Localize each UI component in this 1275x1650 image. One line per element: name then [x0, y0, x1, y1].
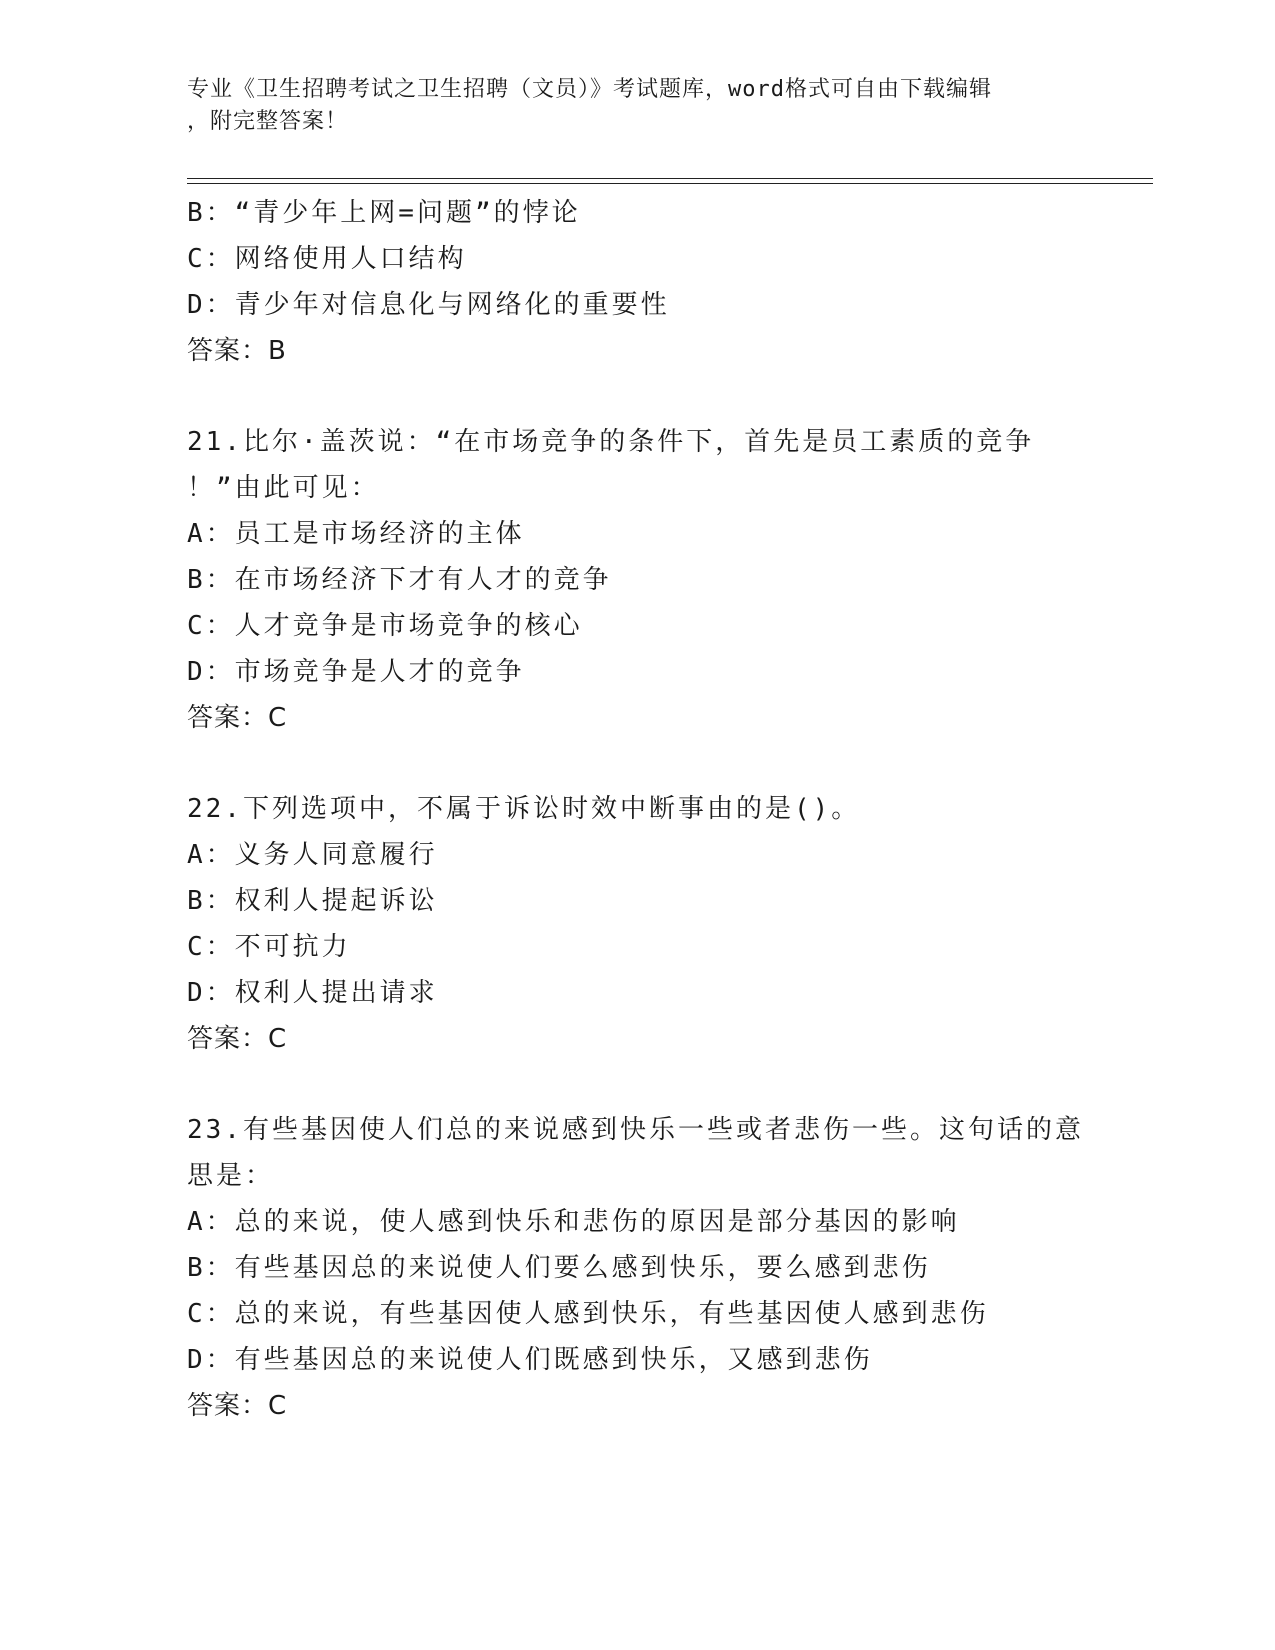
question-20 [187, 190, 1087, 374]
option-b: B：“青少年上网=问题”的悖论 [187, 198, 581, 228]
option-a: A：义务人同意履行 [187, 840, 438, 870]
spacer [187, 374, 1087, 419]
option-d: D：有些基因总的来说使人们既感到快乐，又感到悲伤 [187, 1345, 873, 1375]
option-a: A：总的来说，使人感到快乐和悲伤的原因是部分基因的影响 [187, 1207, 960, 1237]
header-divider-bottom [187, 183, 1153, 184]
option-c: C：总的来说，有些基因使人感到快乐，有些基因使人感到悲伤 [187, 1299, 989, 1329]
option-b: B：权利人提起诉讼 [187, 886, 438, 916]
option-c: C：网络使用人口结构 [187, 244, 467, 274]
question-stem: 21.比尔·盖茨说：“在市场竞争的条件下，首先是员工素质的竞争 [187, 427, 1035, 457]
option-d: D：青少年对信息化与网络化的重要性 [187, 290, 670, 320]
option-b: B：在市场经济下才有人才的竞争 [187, 565, 612, 595]
header-line-1: 专业《卫生招聘考试之卫生招聘（文员）》考试题库，word格式可自由下载编辑 [187, 77, 992, 102]
option-d: D：权利人提出请求 [187, 978, 438, 1008]
question-22 [187, 786, 1087, 1062]
document-header [187, 74, 1067, 138]
question-stem-cont: 思是： [187, 1161, 275, 1191]
spacer [187, 741, 1087, 786]
option-a: A：员工是市场经济的主体 [187, 519, 525, 549]
question-stem-cont: ！”由此可见： [187, 473, 380, 503]
header-line-2: ，附完整答案！ [187, 109, 349, 134]
answer-line: 答案：B [187, 336, 287, 366]
option-c: C：不可抗力 [187, 932, 351, 962]
spacer [187, 1062, 1087, 1107]
answer-line: 答案：C [187, 1024, 288, 1054]
question-list [187, 190, 1087, 1429]
option-b: B：有些基因总的来说使人们要么感到快乐，要么感到悲伤 [187, 1253, 931, 1283]
question-21 [187, 419, 1087, 741]
question-23 [187, 1107, 1087, 1429]
option-c: C：人才竞争是市场竞争的核心 [187, 611, 583, 641]
question-stem: 23.有些基因使人们总的来说感到快乐一些或者悲伤一些。这句话的意 [187, 1115, 1084, 1145]
header-divider-top [187, 178, 1153, 179]
question-stem: 22.下列选项中，不属于诉讼时效中断事由的是()。 [187, 794, 861, 824]
answer-line: 答案：C [187, 1391, 288, 1421]
answer-line: 答案：C [187, 703, 288, 733]
option-d: D：市场竞争是人才的竞争 [187, 657, 525, 687]
